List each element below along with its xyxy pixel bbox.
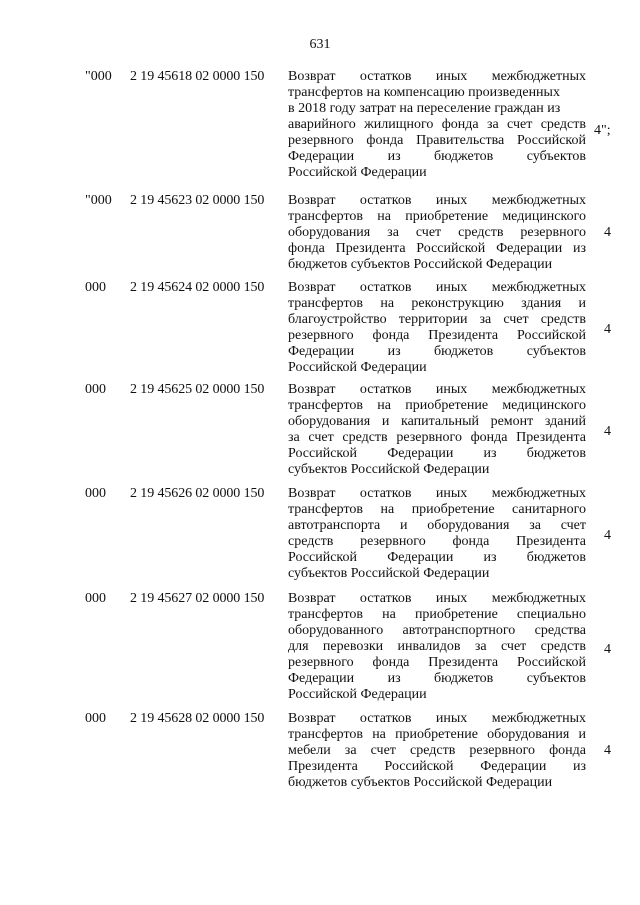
page-number: 631: [309, 37, 331, 52]
description-line: трансфертов на приобретение медицинского: [288, 398, 586, 413]
description-line: Федерации из бюджетов субъектов: [288, 671, 586, 686]
entry-kbk-code: 2 19 45624 02 0000 150: [130, 280, 265, 295]
entry-kbk-code: 2 19 45627 02 0000 150: [130, 591, 265, 606]
budget-entry: [0, 591, 640, 703]
description-line: средств резервного фонда Президента: [288, 534, 586, 549]
description-line: Возврат остатков иных межбюджетных: [288, 382, 586, 397]
description-line: оборудования за счет средств резервного: [288, 225, 586, 240]
entry-description: [288, 486, 586, 582]
entry-kbk-code: 2 19 45618 02 0000 150: [130, 69, 265, 84]
description-line: аварийного жилищного фонда за счет средств: [288, 117, 586, 132]
description-line: субъектов Российской Федерации: [288, 566, 490, 581]
budget-entry: [0, 711, 640, 791]
entry-kbk-code: 2 19 45625 02 0000 150: [130, 382, 265, 397]
entry-amount: 4: [604, 642, 611, 657]
description-line: субъектов Российской Федерации: [288, 462, 490, 477]
entry-admin-code: 000: [85, 382, 106, 397]
description-line: Возврат остатков иных межбюджетных: [288, 486, 586, 501]
entry-admin-code: "000: [85, 69, 112, 84]
entry-description: [288, 280, 586, 376]
entry-amount: 4: [604, 528, 611, 543]
description-line: Возврат остатков иных межбюджетных: [288, 69, 586, 84]
description-line: Российской Федерации из бюджетов: [288, 446, 586, 461]
description-line: трансфертов на приобретение оборудования и: [288, 727, 586, 742]
entry-amount: 4";: [594, 123, 611, 138]
entry-kbk-code: 2 19 45628 02 0000 150: [130, 711, 265, 726]
description-line: трансфертов на реконструкцию здания и: [288, 296, 586, 311]
entry-admin-code: 000: [85, 711, 106, 726]
description-line: Возврат остатков иных межбюджетных: [288, 193, 586, 208]
entry-amount: 4: [604, 743, 611, 758]
description-line: резервного фонда Президента Российской: [288, 328, 586, 343]
description-line: за счет средств резервного фонда Президента: [288, 430, 586, 445]
description-line: резервного фонда Президента Российской: [288, 655, 586, 670]
entry-kbk-code: 2 19 45626 02 0000 150: [130, 486, 265, 501]
description-line: трансфертов на приобретение санитарного: [288, 502, 586, 517]
description-line: бюджетов субъектов Российской Федерации: [288, 775, 553, 790]
description-line: Российской Федерации: [288, 165, 427, 180]
entry-admin-code: 000: [85, 486, 106, 501]
entry-amount: 4: [604, 225, 611, 240]
budget-entry: [0, 193, 640, 273]
budget-entry: [0, 69, 640, 181]
description-line: Российской Федерации: [288, 687, 427, 702]
description-line: оборудования и капитальный ремонт зданий: [288, 414, 586, 429]
entry-admin-code: 000: [85, 280, 106, 295]
description-line: Российской Федерации из бюджетов: [288, 550, 586, 565]
description-line: Возврат остатков иных межбюджетных: [288, 591, 586, 606]
description-line: благоустройство территории за счет средств: [288, 312, 586, 327]
description-line: трансфертов на компенсацию произведенных: [288, 85, 560, 100]
description-line: резервного фонда Правительства Российской: [288, 133, 586, 148]
entry-admin-code: "000: [85, 193, 112, 208]
description-line: Возврат остатков иных межбюджетных: [288, 280, 586, 295]
description-line: оборудованного автотранспортного средства: [288, 623, 586, 638]
description-line: Возврат остатков иных межбюджетных: [288, 711, 586, 726]
description-line: трансфертов на приобретение специально: [288, 607, 586, 622]
entry-description: [288, 69, 586, 181]
entry-description: [288, 591, 586, 703]
budget-entry: [0, 486, 640, 582]
description-line: мебели за счет средств резервного фонда: [288, 743, 586, 758]
description-line: Российской Федерации: [288, 360, 427, 375]
entry-admin-code: 000: [85, 591, 106, 606]
description-line: в 2018 году затрат на переселение граждан из: [288, 101, 561, 116]
description-line: бюджетов субъектов Российской Федерации: [288, 257, 553, 272]
entry-amount: 4: [604, 424, 611, 439]
entry-amount: 4: [604, 322, 611, 337]
budget-entry: [0, 382, 640, 478]
description-line: фонда Президента Российской Федерации из: [288, 241, 586, 256]
description-line: для перевозки инвалидов за счет средств: [288, 639, 586, 654]
entry-description: [288, 193, 586, 273]
entry-description: [288, 711, 586, 791]
description-line: трансфертов на приобретение медицинского: [288, 209, 586, 224]
budget-entry: [0, 280, 640, 376]
description-line: Федерации из бюджетов субъектов: [288, 149, 586, 164]
description-line: автотранспорта и оборудования за счет: [288, 518, 586, 533]
description-line: Федерации из бюджетов субъектов: [288, 344, 586, 359]
description-line: Президента Российской Федерации из: [288, 759, 586, 774]
entry-description: [288, 382, 586, 478]
entry-kbk-code: 2 19 45623 02 0000 150: [130, 193, 265, 208]
